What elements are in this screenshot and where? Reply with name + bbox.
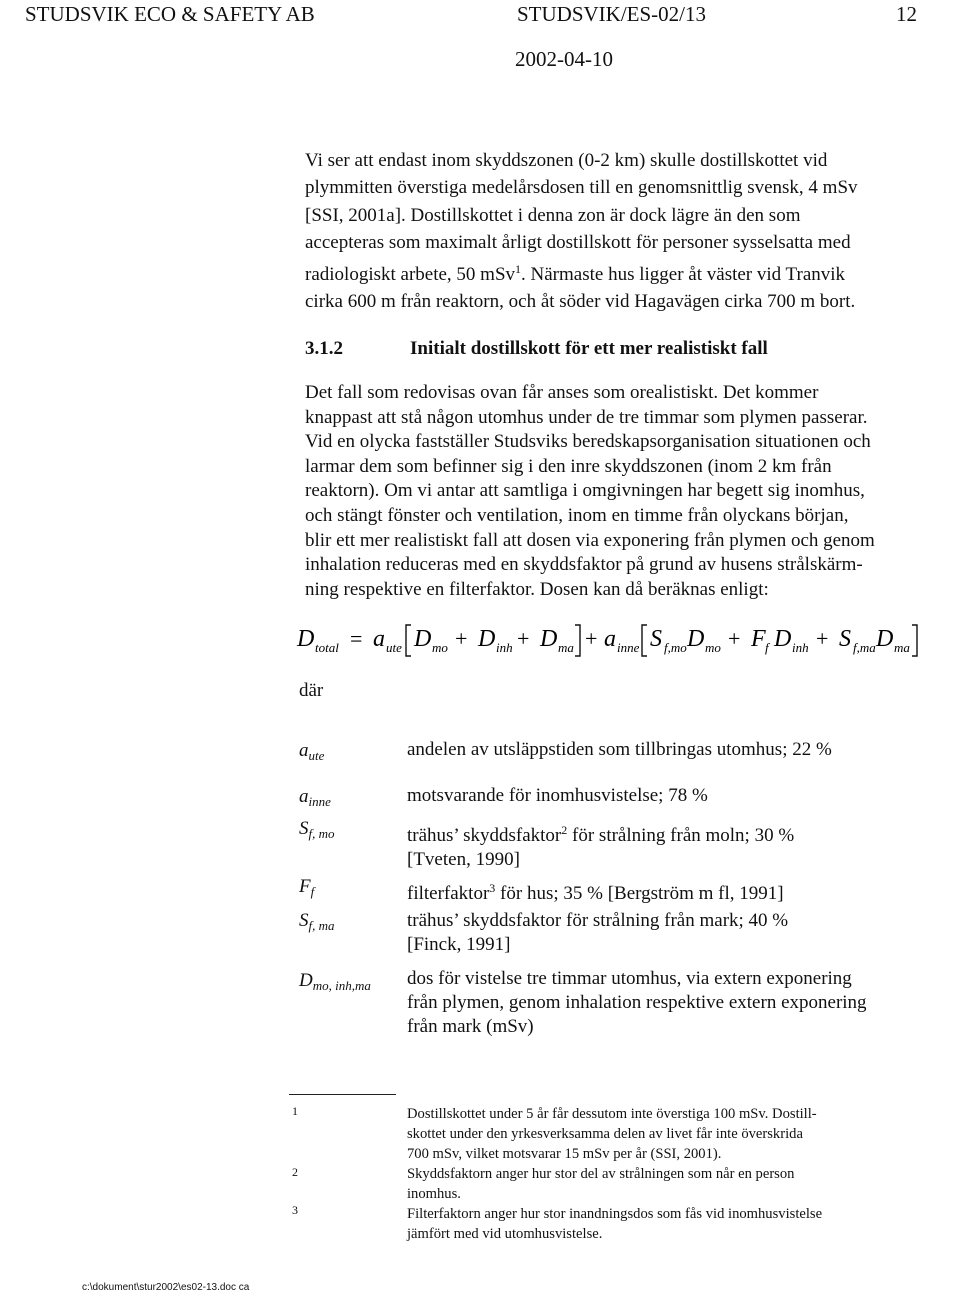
line-text: för strålning från moln; 30 % — [567, 825, 795, 846]
definition-line: dos för vistelse tre timmar utomhus, via extern exponering — [407, 968, 852, 989]
formula-operator: = — [350, 626, 363, 651]
symbol-letter: a — [299, 740, 309, 761]
formula-operator: + — [517, 626, 530, 651]
formula-symbol: D — [774, 626, 792, 652]
paragraph-2-line: och stängt fönster och ventilation, inom en timme från olyckans början, — [305, 504, 849, 526]
formula-symbol: D — [876, 626, 894, 652]
formula-symbol: D — [478, 626, 496, 652]
paragraph-2-line: Vid en olycka fastställer Studsviks beredskapsorganisation situationen och — [305, 431, 871, 453]
paragraph-1-line: plymmitten överstiga medelårsdosen till en genomsnittlig svensk, 4 mSv — [305, 177, 858, 199]
definition-text — [407, 784, 927, 808]
definition-line: från plymen, genom inhalation respektive extern exponering — [407, 992, 867, 1013]
line-text: filterfaktor — [407, 883, 490, 904]
definition-line: [Finck, 1991] — [407, 934, 511, 955]
formula-bracket-right — [912, 625, 917, 656]
formula-operator: + — [585, 626, 598, 651]
paragraph-2-line: knappast att stå någon utomhus under de tre timmar som plymen passerar. — [305, 406, 868, 428]
formula-symbol: S — [650, 626, 662, 652]
footnote-line: Filterfaktorn anger hur stor inandningsdos som fås vid inomhusvistelse — [407, 1206, 823, 1222]
footnote-ref-2: 2 — [561, 823, 568, 837]
footnote-ref-1: 1 — [515, 262, 522, 277]
paragraph-2-line: ning respektive en filterfaktor. Dosen kan då beräknas enligt: — [305, 578, 769, 600]
symbol-subscript: inne — [308, 794, 331, 809]
symbol-subscript: f — [310, 884, 315, 899]
formula-subscript: inne — [617, 640, 640, 655]
definition-line — [407, 818, 927, 848]
footnote-text — [407, 1164, 907, 1204]
definition-line: från mark (mSv) — [407, 1016, 534, 1037]
paragraph-1-line — [305, 256, 925, 288]
footnote-line: inomhus. — [407, 1186, 461, 1202]
line-text: Närmaste hus ligger åt väster vid Tranvik — [530, 264, 846, 286]
formula-subscript: inh — [792, 640, 809, 655]
formula-symbol: D — [540, 626, 558, 652]
header-report-id: STUDSVIK/ES-02/13 — [517, 2, 707, 26]
formula-subscript: inh — [496, 640, 513, 655]
paragraph-1-line: [SSI, 2001a]. Dostillskottet i denna zon är dock lägre än den som — [305, 204, 801, 226]
where-label: där — [299, 680, 324, 701]
symbol-subscript: mo, inh,ma — [312, 978, 371, 993]
footnote-line: Skyddsfaktorn anger hur stor del av strålningen som når en person — [407, 1166, 795, 1182]
definition-line — [407, 876, 927, 906]
definition-line: andelen av utsläppstiden som tillbringas utomhus; 22 % — [407, 739, 832, 760]
symbol-letter: a — [299, 786, 309, 807]
dose-formula — [295, 620, 935, 670]
footnote-line: jämfört med vid utomhusvistelse. — [407, 1226, 603, 1242]
formula-operator: + — [455, 626, 468, 651]
formula-symbol: D — [414, 626, 432, 652]
formula-bracket-right — [575, 625, 580, 656]
formula-subscript: ma — [558, 640, 574, 655]
formula-subscript: ma — [894, 640, 910, 655]
header-page-number: 12 — [896, 2, 917, 26]
paragraph-2 — [305, 381, 925, 602]
footnote-mark: 1 — [292, 1104, 298, 1118]
formula-symbol: F — [751, 626, 766, 652]
symbol-letter: D — [299, 970, 313, 991]
footnote-text — [407, 1104, 907, 1164]
formula-symbol: D — [297, 626, 315, 652]
definition-line: [Tveten, 1990] — [407, 849, 520, 870]
definition-text — [407, 909, 927, 957]
formula-operator: + — [816, 626, 829, 651]
definition-symbol — [299, 970, 371, 994]
formula-subscript: f — [765, 640, 769, 655]
paragraph-2-line: larmar dem som befinner sig i den inre skyddszonen (inom 2 km från — [305, 455, 832, 477]
definition-text — [407, 738, 927, 762]
paragraph-2-line: Det fall som redovisas ovan får anses som orealistiskt. Det kommer — [305, 382, 819, 403]
footnote-mark: 2 — [292, 1165, 298, 1179]
file-path-footer: c:\dokument\stur2002\es02-13.doc ca — [82, 1282, 250, 1293]
definition-symbol — [299, 910, 335, 934]
header-date: 2002-04-10 — [515, 47, 613, 71]
formula-symbol: a — [373, 626, 385, 652]
formula-subscript: f,ma — [853, 640, 876, 655]
line-text: . — [521, 264, 526, 286]
formula-bracket-left — [642, 625, 647, 656]
definition-symbol — [299, 740, 324, 764]
paragraph-1-line: Vi ser att endast inom skyddszonen (0-2 km) skulle dostillskottet vid — [305, 150, 828, 171]
line-text: trähus’ skyddsfaktor — [407, 825, 562, 846]
formula-operator: + — [728, 626, 741, 651]
symbol-subscript: ute — [308, 748, 325, 763]
formula-symbol: S — [839, 626, 851, 652]
footnote-line: skottet under den yrkesverksamma delen av livet får inte överskrida — [407, 1126, 803, 1142]
definition-symbol — [299, 876, 314, 900]
definition-text — [407, 967, 927, 1039]
paragraph-1 — [305, 147, 925, 316]
formula-symbol: a — [604, 626, 616, 652]
section-title: Initialt dostillskott för ett mer realistiskt fall — [410, 338, 768, 359]
definition-symbol — [299, 786, 331, 810]
paragraph-2-line: reaktorn). Om vi antar att samtliga i omgivningen har begett sig inomhus, — [305, 480, 865, 502]
formula-symbol: D — [687, 626, 705, 652]
section-number: 3.1.2 — [305, 338, 343, 359]
paragraph-2-line: blir ett mer realistiskt fall att dosen via exponering från plymen och genom — [305, 529, 875, 551]
footnote-ref-3: 3 — [489, 881, 496, 895]
formula-subscript: total — [315, 640, 339, 655]
paragraph-1-line: cirka 600 m från reaktorn, och åt söder vid Hagavägen cirka 700 m bort. — [305, 291, 856, 313]
definition-line: trähus’ skyddsfaktor för strålning från mark; 40 % — [407, 910, 789, 931]
formula-bracket-left — [406, 625, 411, 656]
paragraph-2-line: inhalation reduceras med en skyddsfaktor på grund av husens strålskärm- — [305, 554, 863, 576]
definition-text — [407, 818, 927, 872]
line-text: radiologiskt arbete, 50 mSv — [305, 264, 516, 286]
formula-subscript: f,mo — [664, 640, 687, 655]
symbol-letter: F — [299, 876, 311, 897]
symbol-letter: S — [299, 910, 309, 931]
formula-subscript: ute — [386, 640, 402, 655]
formula-svg — [295, 620, 935, 670]
footnote-line: 700 mSv, vilket motsvarar 15 mSv per år (SSI, 2001). — [407, 1146, 722, 1162]
footnote-text — [407, 1204, 907, 1244]
definition-text — [407, 876, 927, 906]
footnote-mark: 3 — [292, 1203, 298, 1217]
definition-line: motsvarande för inomhusvistelse; 78 % — [407, 785, 708, 806]
symbol-subscript: f, ma — [308, 918, 335, 933]
formula-subscript: mo — [705, 640, 721, 655]
formula-subscript: mo — [432, 640, 448, 655]
definition-symbol — [299, 818, 335, 842]
paragraph-1-line: accepteras som maximalt årligt dostillskott för personer sysselsatta med — [305, 231, 851, 253]
symbol-letter: S — [299, 818, 309, 839]
header-company: STUDSVIK ECO & SAFETY AB — [25, 2, 315, 26]
footnote-separator — [289, 1094, 396, 1095]
line-text: för hus; 35 % [Bergström m fl, 1991] — [495, 883, 784, 904]
symbol-subscript: f, mo — [308, 826, 335, 841]
footnote-line: Dostillskottet under 5 år får dessutom inte överstiga 100 mSv. Dostill- — [407, 1106, 817, 1122]
